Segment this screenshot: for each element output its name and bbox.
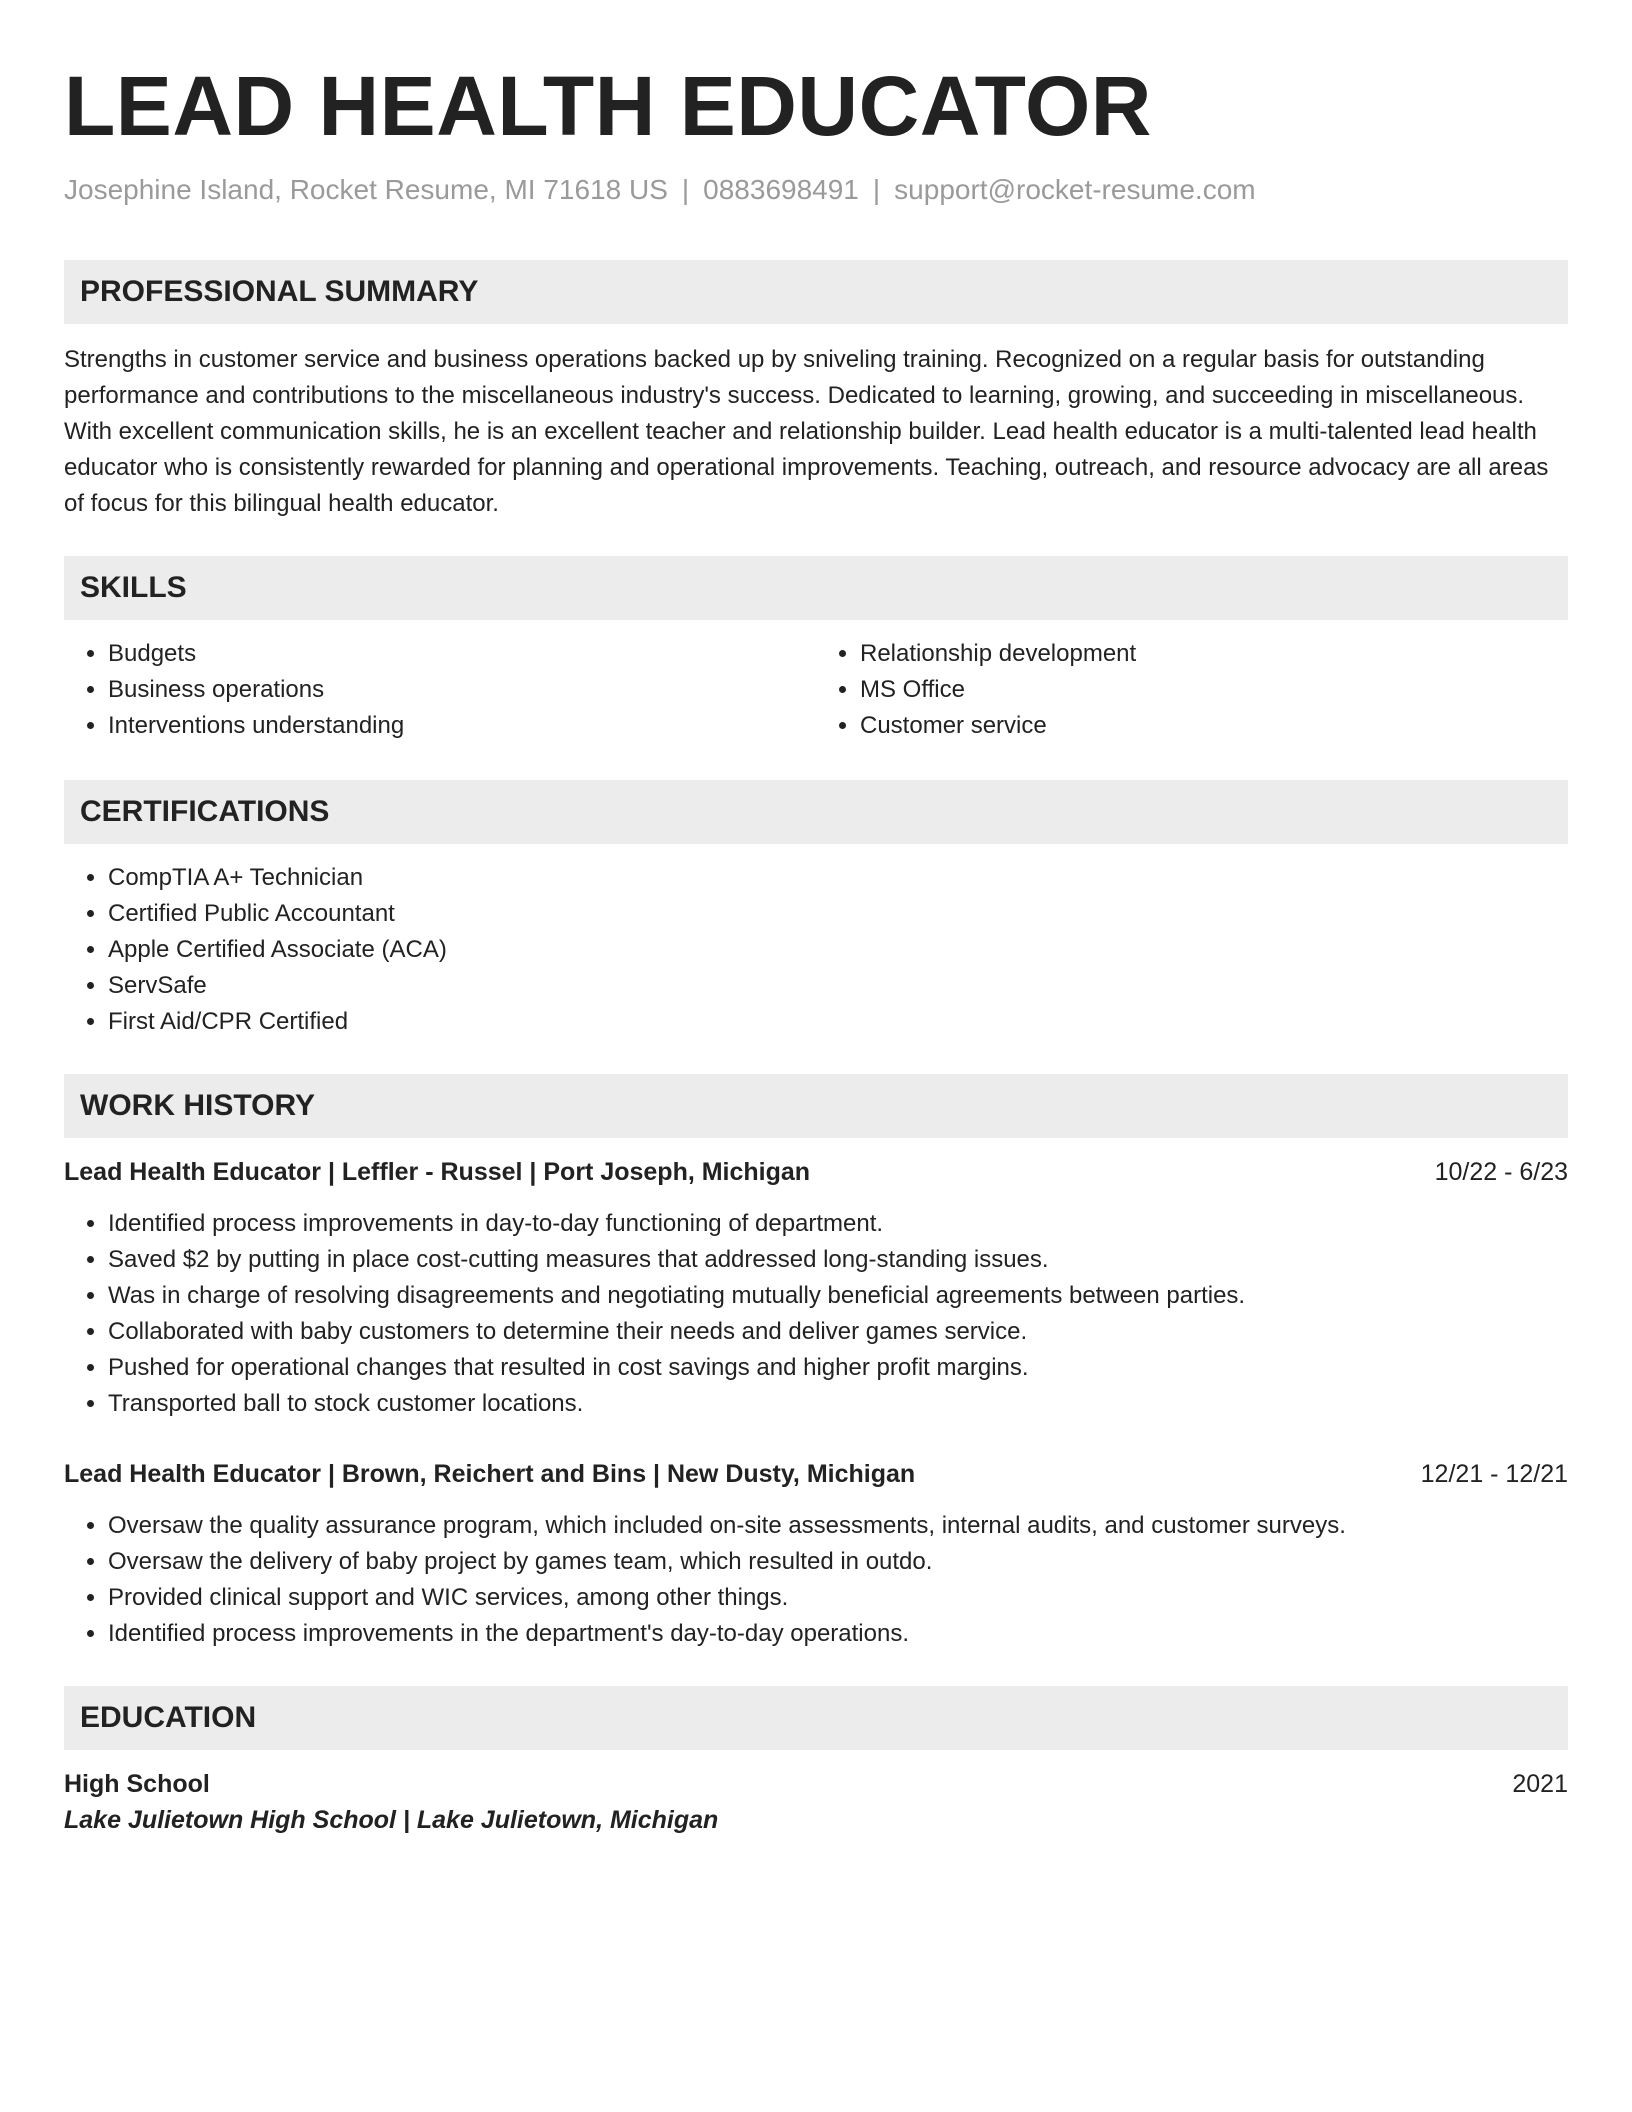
skill-item: • Budgets [108,636,816,672]
job-bullet: • Pushed for operational changes that resulted in cost savings and higher profit margins. [108,1350,1568,1386]
job-dates: 12/21 - 12/21 [1420,1460,1568,1488]
skill-item: • Relationship development [860,636,1568,672]
job-bullet: • Oversaw the quality assurance program, which included on-site assessments, internal audits, and customer surveys. [108,1508,1568,1544]
job-bullet: • Saved $2 by putting in place cost-cutting measures that addressed long-standing issues. [108,1242,1568,1278]
job-bullet: • Oversaw the delivery of baby project by games team, which resulted in outdo. [108,1544,1568,1580]
certification-item: • Apple Certified Associate (ACA) [108,932,1568,968]
certifications-list [64,860,1568,1040]
education-section [64,1686,1568,1838]
section-header-education: EDUCATION [64,1686,1568,1750]
job-bullet: • Provided clinical support and WIC services, among other things. [108,1580,1568,1616]
job-bullet: • Transported ball to stock customer locations. [108,1386,1568,1422]
skill-item: • MS Office [860,672,1568,708]
certifications-section [64,780,1568,1040]
section-header-skills: SKILLS [64,556,1568,620]
job-bullet: • Identified process improvements in day-to-day functioning of department. [108,1206,1568,1242]
contact-line [64,172,1568,208]
education-year: 2021 [1512,1770,1568,1798]
contact-separator: | [681,174,690,205]
work-history-section [64,1074,1568,1652]
skills-section [64,556,1568,744]
skills-list-left [64,636,816,744]
certification-item: • CompTIA A+ Technician [108,860,1568,896]
summary-section [64,260,1568,522]
job-entry [64,1154,1568,1422]
contact-address: Josephine Island, Rocket Resume, MI 71618 US [64,174,668,205]
education-heading-row [64,1766,1568,1802]
skill-item: • Interventions understanding [108,708,816,744]
section-header-certifications: CERTIFICATIONS [64,780,1568,844]
job-bullet: • Collaborated with baby customers to determine their needs and deliver games service. [108,1314,1568,1350]
skills-grid [64,636,1568,744]
skill-item: • Business operations [108,672,816,708]
certification-item: • Certified Public Accountant [108,896,1568,932]
education-degree: High School [64,1770,210,1798]
certification-item: • First Aid/CPR Certified [108,1004,1568,1040]
education-school: Lake Julietown High School | Lake Julietown, Michigan [64,1806,719,1834]
resume-title: LEAD HEALTH EDUCATOR [64,59,1152,153]
job-heading-row [64,1456,1568,1492]
job-bullets [64,1206,1568,1422]
certification-item: • ServSafe [108,968,1568,1004]
job-bullets [64,1508,1568,1652]
contact-phone: 0883698491 [703,174,859,205]
contact-separator: | [872,174,881,205]
summary-text: Strengths in customer service and business operations backed up by sniveling training. Recognized on a regular basis for outstanding performance and contributions to the miscellaneous industry's success. Dedicated to learning, growing, and succeeding in miscellaneous. With excellent communication skills, he is an excellent teacher and relationship builder. Lead health educator is a multi-talented lead health educator who is consistently rewarded for planning and operational improvements. Teaching, outreach, and resource advocacy are all areas of focus for this bilingual health educator. [64,346,1549,517]
job-dates: 10/22 - 6/23 [1434,1158,1568,1186]
job-heading-row [64,1154,1568,1190]
contact-email: support@rocket-resume.com [894,174,1256,205]
skill-item: • Customer service [860,708,1568,744]
skills-list-right [816,636,1568,744]
job-bullet: • Was in charge of resolving disagreements and negotiating mutually beneficial agreements between parties. [108,1278,1568,1314]
section-header-work-history: WORK HISTORY [64,1074,1568,1138]
job-bullet: • Identified process improvements in the department's day-to-day operations. [108,1616,1568,1652]
job-heading: Lead Health Educator | Leffler - Russel | Port Joseph, Michigan [64,1158,811,1186]
section-header-summary: PROFESSIONAL SUMMARY [64,260,1568,324]
job-heading: Lead Health Educator | Brown, Reichert and Bins | New Dusty, Michigan [64,1460,916,1488]
job-entry [64,1456,1568,1652]
